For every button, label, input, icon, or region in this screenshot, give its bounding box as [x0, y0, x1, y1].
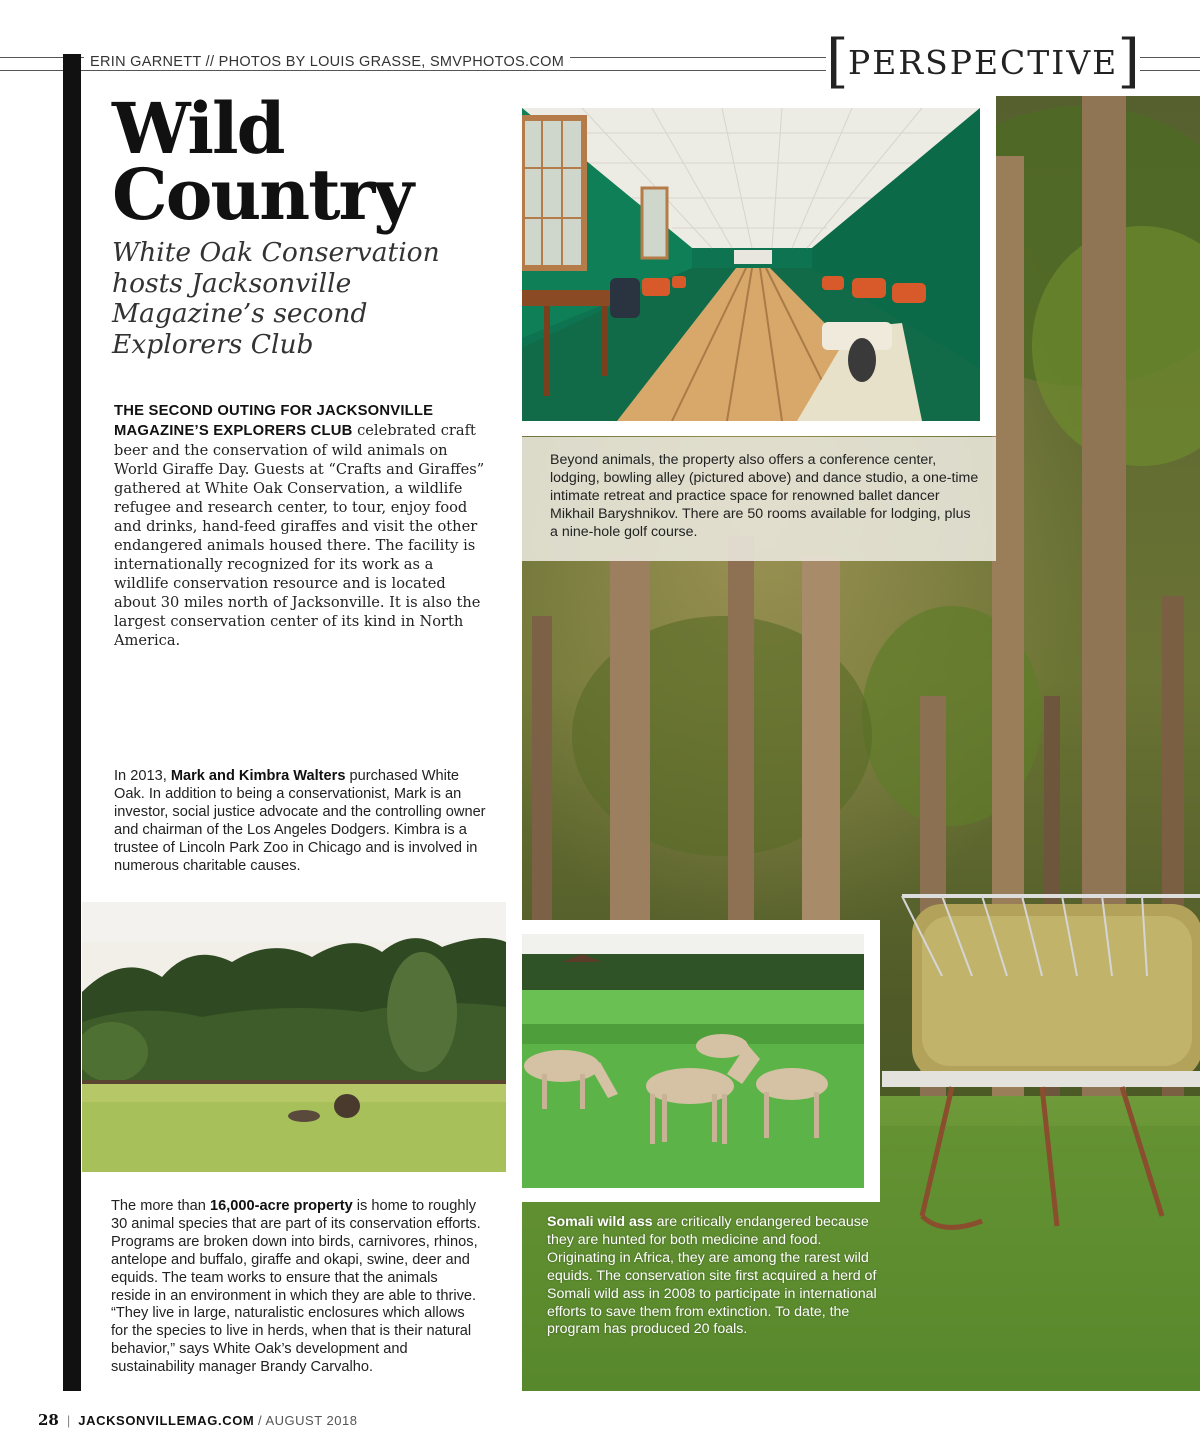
- field-bison-photo: [82, 902, 506, 1172]
- section-label: PERSPECTIVE: [848, 43, 1119, 82]
- lead-caps: THE SECOND OUTING FOR JACKSONVILLE MAGAZINE’S EXPLORERS CLUB: [114, 403, 434, 439]
- bracket-right-icon: ]: [1117, 27, 1140, 95]
- para2-text-a: In 2013,: [114, 768, 171, 784]
- page-footer: [38, 1411, 357, 1429]
- para3-text-a: The more than: [111, 1198, 210, 1214]
- section-tag: [826, 27, 1140, 95]
- para3-text-b: is home to roughly 30 animal species that are part of its conservation efforts. Programs are broken down into birds, carnivores, rhinos, antelope and buffalo, giraffe and okapi, swine, deer and equids. The team works to ensure that the animals reside in an environment in which they are able to thrive. “They live in large, naturalistic enclosures which allows for the species to live in herds, when that is their natural behavior,” says White Oak’s development and sustainability manager Brandy Carvalho.: [111, 1198, 481, 1376]
- footer-date: / AUGUST 2018: [257, 1413, 358, 1428]
- somali-caption: [547, 1214, 877, 1339]
- title-line-1: Wild: [112, 87, 284, 170]
- somali-caption-text: are critically endangered because they are hunted for both medicine and food. Originating in Africa, they are among the rarest wild equids. The conservation site first acquired a herd of Somali wild ass in 2008 to participate in international efforts to save them from extinction. To date, the program has produced 20 foals.: [547, 1214, 877, 1338]
- page-number: 28: [38, 1411, 59, 1429]
- bowling-alley-photo: [522, 108, 980, 421]
- lead-paragraph: [114, 401, 486, 650]
- bowling-caption: Beyond animals, the property also offers a conference center, lodging, bowling alley (pictured above) and dance studio, a one-time intimate retreat and practice space for renowned ballet dancer Mikhail Baryshnikov. There are 50 rooms available for lodging, plus a nine-hole golf course.: [550, 452, 979, 540]
- somali-caption-bold: Somali wild ass: [547, 1214, 653, 1230]
- somali-wild-ass-photo: [522, 934, 864, 1188]
- property-paragraph: [111, 1198, 481, 1377]
- walters-paragraph: [114, 768, 488, 875]
- footer-site: JACKSONVILLEMAG.COM: [78, 1413, 255, 1428]
- article-deck: White Oak Conservation hosts Jacksonville Magazine’s second Explorers Club: [112, 237, 440, 360]
- title-line-2: Country: [112, 153, 413, 236]
- para2-text-b: purchased White Oak. In addition to being a conservationist, Mark is an investor, social justice advocate and the controlling owner and chairman of the Los Angeles Dodgers. Kimbra is a trustee of Lincoln Park Zoo in Chicago and is involved in numerous charitable causes.: [114, 768, 486, 874]
- lead-text: celebrated craft beer and the conservation of wild animals on World Giraffe Day. Guests at “Crafts and Giraffes” gathered at White Oak Conservation, a wildlife refugee and research center, to tour, enjoy food and drinks, hand-feed giraffes and visit the other endangered animals housed there. The facility is internationally recognized for its work as a wildlife conservation resource and is located about 30 miles north of Jacksonville. It is also the largest conservation center of its kind in North America.: [114, 422, 485, 649]
- para3-bold: 16,000-acre property: [209, 1198, 353, 1214]
- side-bar: [63, 54, 81, 1391]
- article-title: [112, 87, 413, 236]
- para2-bold: Mark and Kimbra Walters: [170, 768, 346, 784]
- bracket-left-icon: [: [826, 27, 849, 95]
- footer-divider: |: [66, 1413, 71, 1428]
- byline: ERIN GARNETT // PHOTOS BY LOUIS GRASSE, SMVPHOTOS.COM: [84, 54, 570, 70]
